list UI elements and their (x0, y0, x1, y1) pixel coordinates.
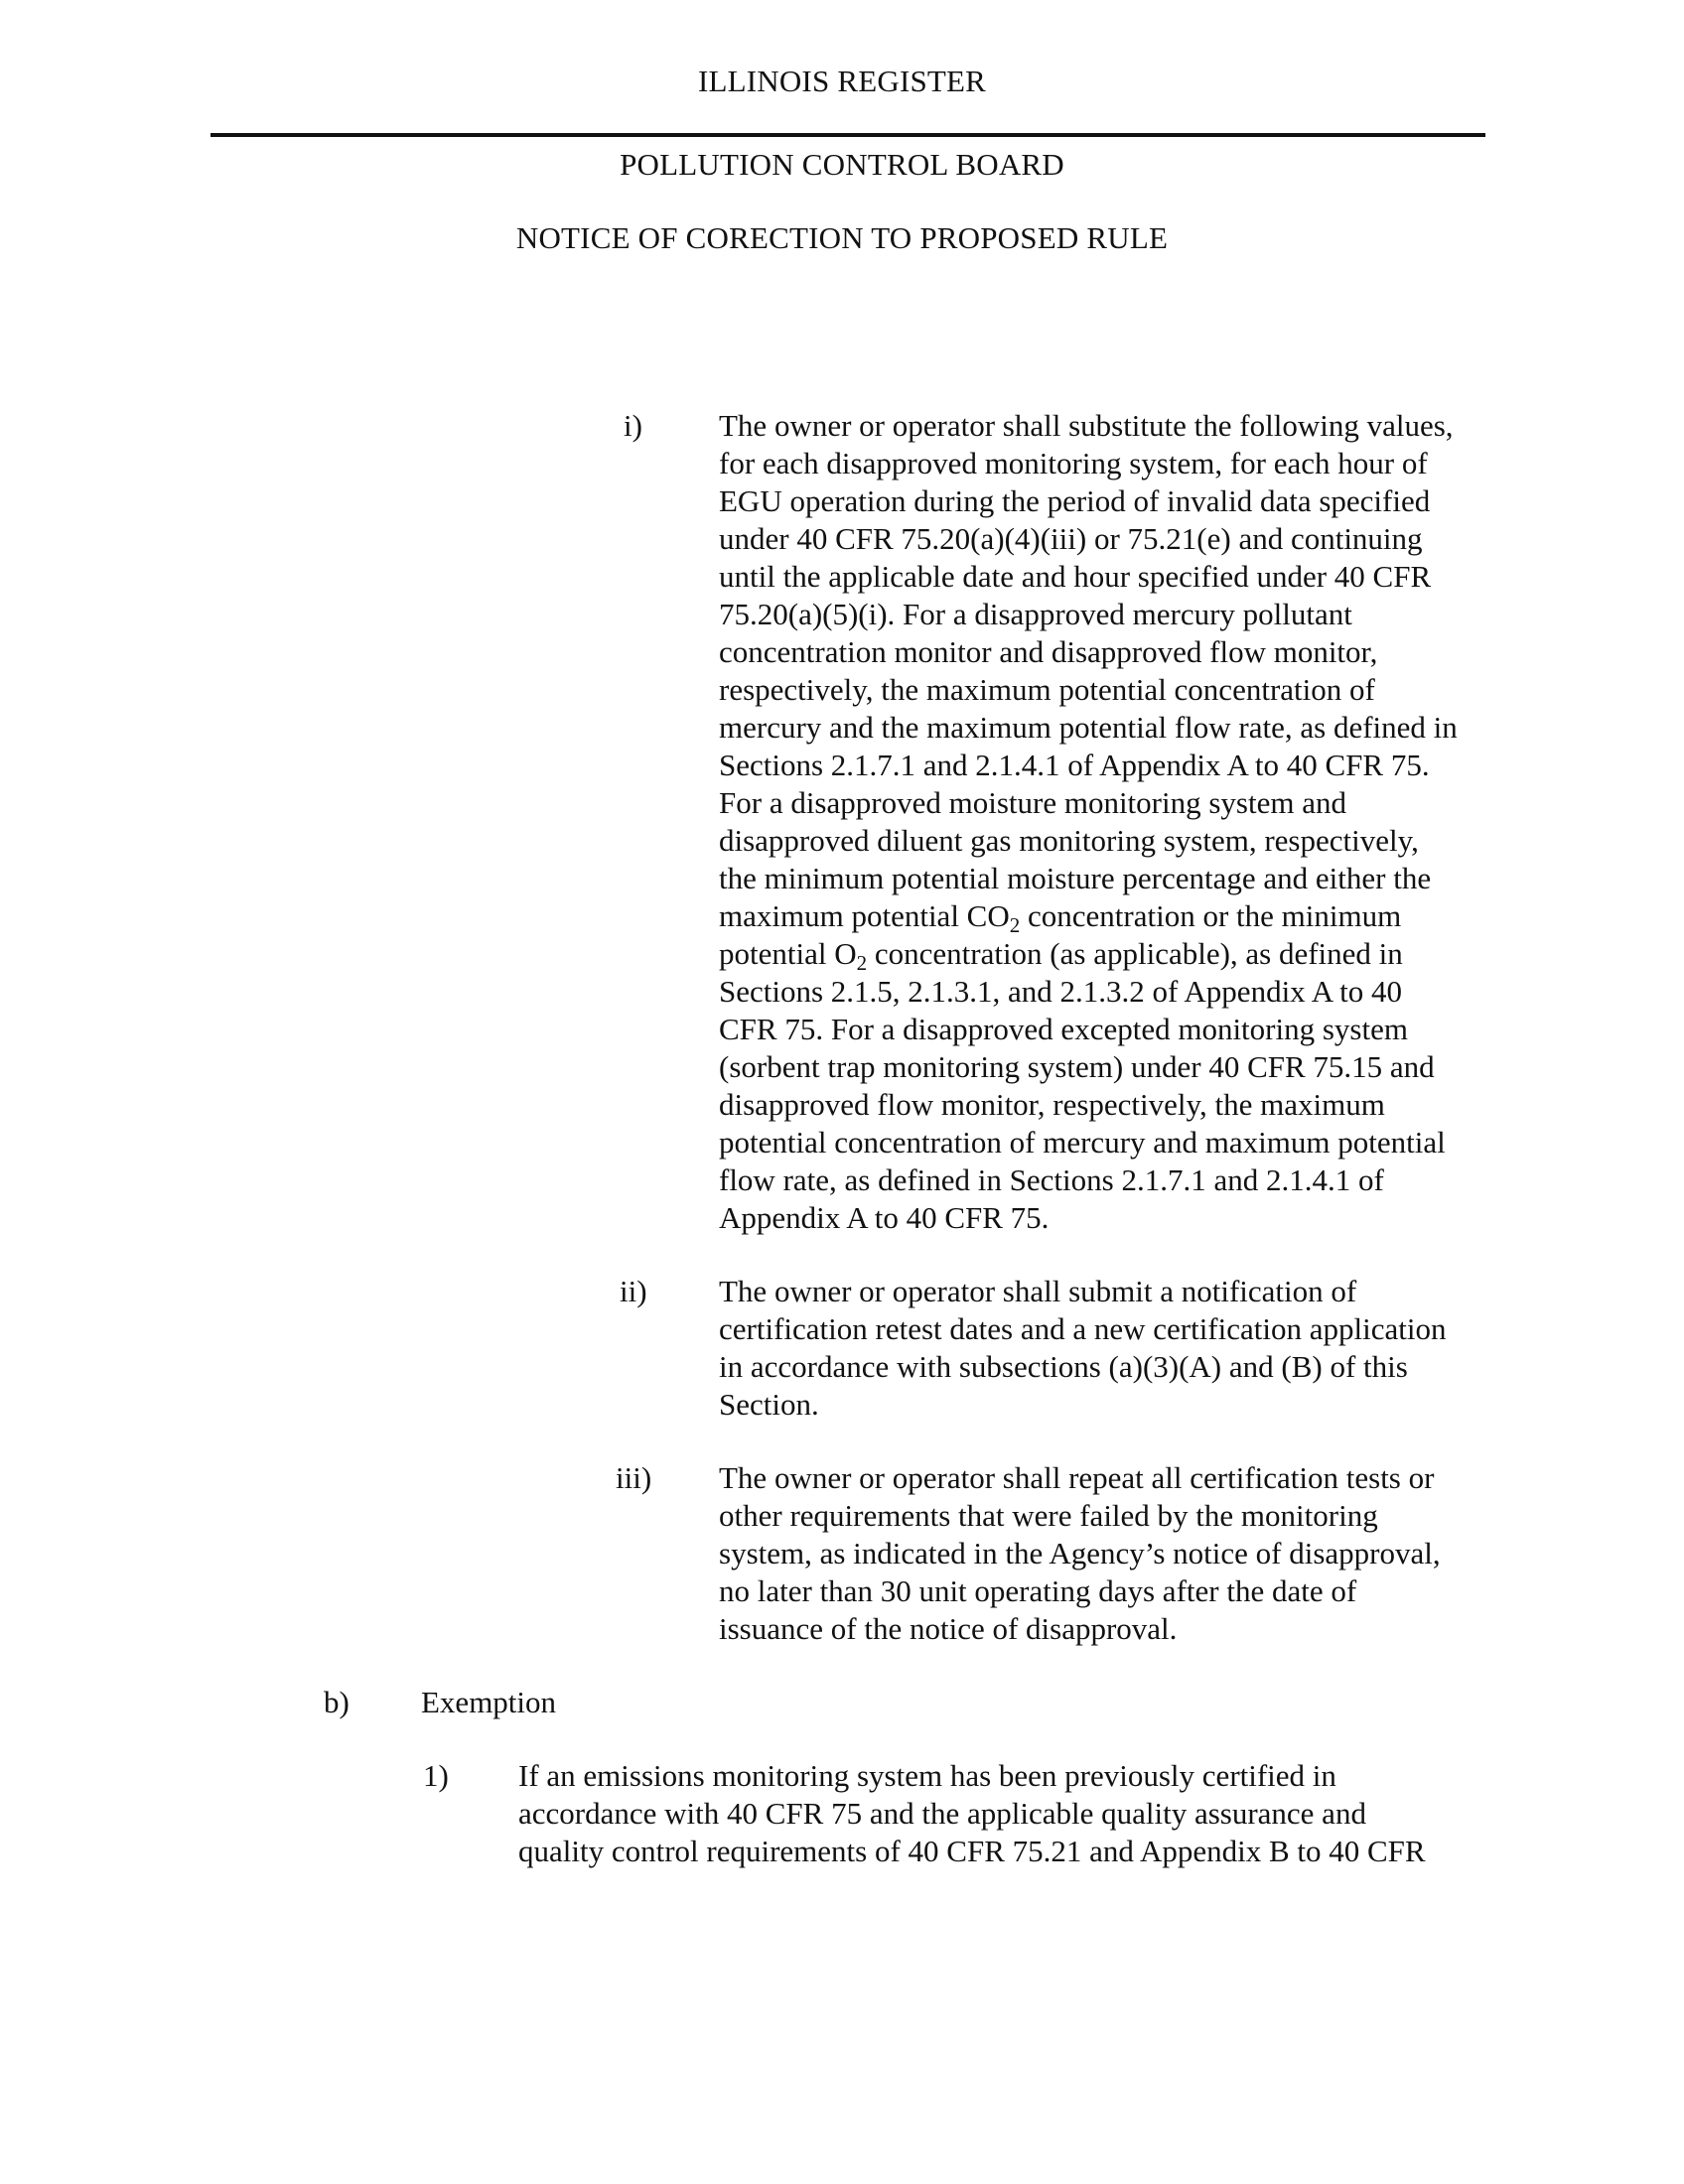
item-b1-label: 1) (423, 1758, 449, 1793)
paragraph-line: certification retest dates and a new certification application (719, 1311, 1447, 1346)
paragraph-line: potential concentration of mercury and maximum potential (719, 1125, 1446, 1160)
paragraph-line: EGU operation during the period of invalid data specified (719, 483, 1431, 518)
subscript: 2 (1009, 913, 1021, 937)
paragraph-line: concentration monitor and disapproved flow monitor, (719, 634, 1378, 669)
text-run: maximum potential CO (719, 898, 1010, 933)
text-run: concentration (as applicable), as defined in (867, 936, 1403, 971)
paragraph-line: the minimum potential moisture percentage and either the (719, 861, 1432, 895)
paragraph-line: in accordance with subsections (a)(3)(A) and (B) of this (719, 1349, 1408, 1384)
item-i-label: i) (624, 408, 642, 443)
paragraph-line: mercury and the maximum potential flow rate, as defined in (719, 710, 1458, 745)
paragraph-line: (sorbent trap monitoring system) under 40 CFR 75.15 and (719, 1049, 1435, 1084)
paragraph-line: system, as indicated in the Agency’s notice of disapproval, (719, 1536, 1441, 1570)
register-title: ILLINOIS REGISTER (697, 64, 987, 98)
notice-title: NOTICE OF CORECTION TO PROPOSED RULE (515, 220, 1169, 255)
item-b-label: b) (324, 1685, 350, 1719)
text-run: potential O (719, 936, 857, 971)
header-divider (210, 133, 1485, 137)
item-iii-label: iii) (616, 1460, 652, 1495)
paragraph-line: for each disapproved monitoring system, for each hour of (719, 446, 1428, 480)
paragraph-line: no later than 30 unit operating days after the date of (719, 1573, 1357, 1608)
paragraph-line: flow rate, as defined in Sections 2.1.7.1 and 2.1.4.1 of (719, 1162, 1384, 1197)
section-heading: Exemption (421, 1685, 557, 1719)
paragraph-line: The owner or operator shall repeat all certification tests or (719, 1460, 1435, 1495)
paragraph-line: disapproved diluent gas monitoring system, respectively, (719, 823, 1419, 858)
paragraph-line: issuance of the notice of disapproval. (719, 1611, 1178, 1646)
paragraph-line: CFR 75. For a disapproved excepted monitoring system (719, 1012, 1408, 1046)
paragraph-line: quality control requirements of 40 CFR 75.21 and Appendix B to 40 CFR (518, 1834, 1426, 1868)
board-title: POLLUTION CONTROL BOARD (620, 147, 1064, 182)
paragraph-line: The owner or operator shall submit a notification of (719, 1274, 1357, 1308)
paragraph-line: 75.20(a)(5)(i). For a disapproved mercury pollutant (719, 597, 1352, 631)
paragraph-line: accordance with 40 CFR 75 and the applicable quality assurance and (518, 1796, 1366, 1831)
paragraph-line: Sections 2.1.5, 2.1.3.1, and 2.1.3.2 of Appendix A to 40 (719, 974, 1403, 1009)
paragraph-line: Section. (719, 1387, 819, 1422)
paragraph-line-co2 (719, 897, 1401, 935)
subscript: 2 (856, 951, 868, 975)
paragraph-line: under 40 CFR 75.20(a)(4)(iii) or 75.21(e) and continuing (719, 521, 1423, 556)
paragraph-line: Sections 2.1.7.1 and 2.1.4.1 of Appendix A to 40 CFR 75. (719, 748, 1430, 782)
paragraph-line: The owner or operator shall substitute the following values, (719, 408, 1454, 443)
text-run: concentration or the minimum (1020, 898, 1402, 933)
paragraph-line: disapproved flow monitor, respectively, the maximum (719, 1087, 1385, 1122)
paragraph-line: Appendix A to 40 CFR 75. (719, 1200, 1050, 1235)
paragraph-line-o2 (719, 935, 1403, 973)
paragraph-line: For a disapproved moisture monitoring system and (719, 785, 1346, 820)
paragraph-line: until the applicable date and hour specified under 40 CFR (719, 559, 1432, 594)
paragraph-line: other requirements that were failed by the monitoring (719, 1498, 1378, 1533)
item-ii-label: ii) (620, 1274, 647, 1308)
paragraph-line: If an emissions monitoring system has been previously certified in (518, 1758, 1336, 1793)
paragraph-line: respectively, the maximum potential concentration of (719, 672, 1375, 707)
